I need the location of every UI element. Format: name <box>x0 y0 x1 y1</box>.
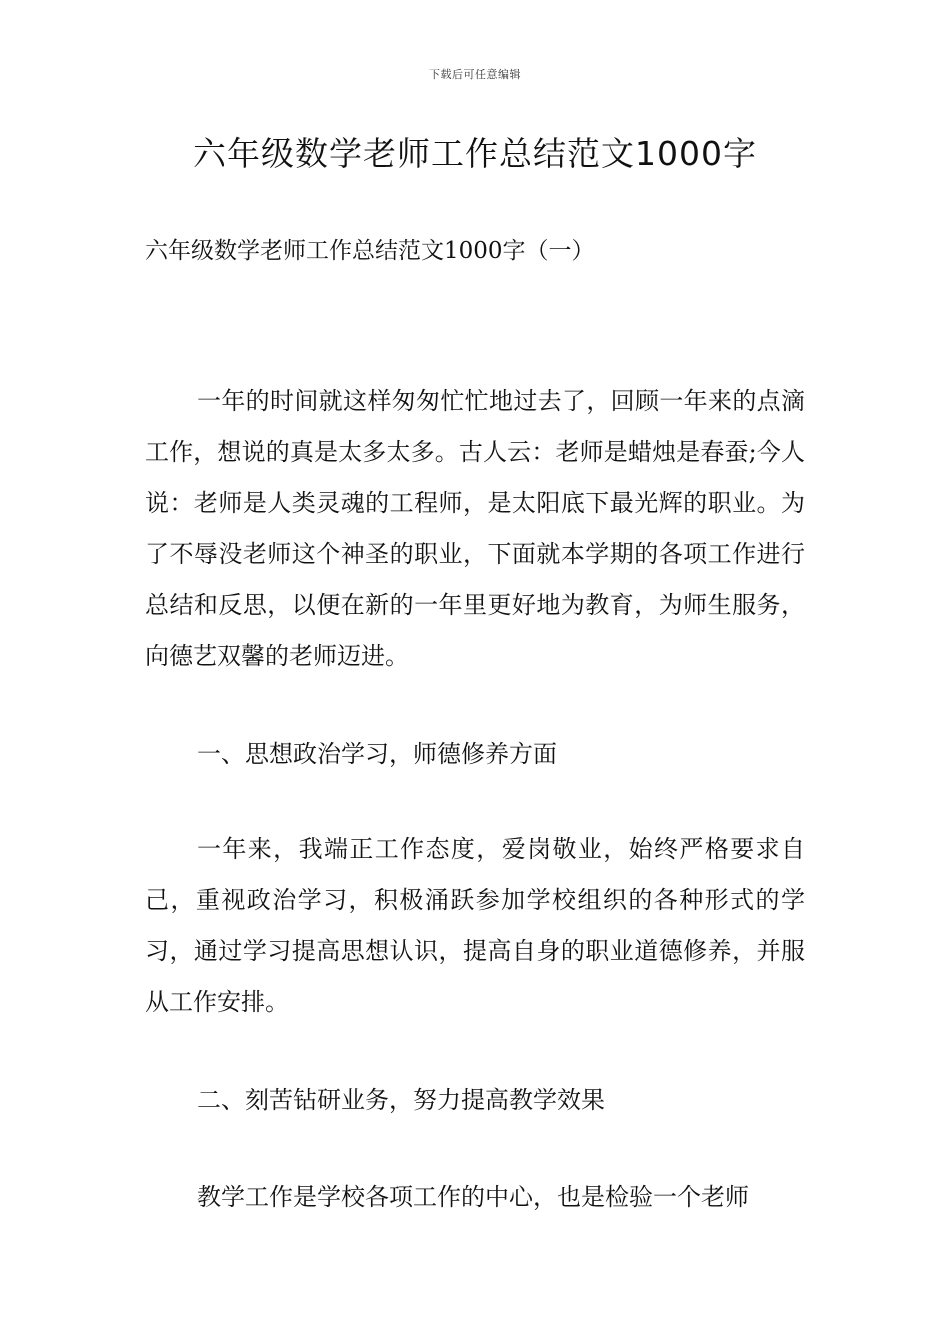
document-title: 六年级数学老师工作总结范文1000字 <box>193 134 757 173</box>
paragraph-section-2: 教学工作是学校各项工作的中心，也是检验一个老师 <box>197 1183 749 1211</box>
document-subtitle: 六年级数学老师工作总结范文1000字（一） <box>145 238 595 264</box>
section-heading-1: 一、思想政治学习，师德修养方面 <box>197 740 557 768</box>
section-heading-2: 二、刻苦钻研业务，努力提高教学效果 <box>197 1086 605 1114</box>
paragraph-section-1: 一年来，我端正工作态度，爱岗敬业，始终严格要求自己，重视政治学习，积极涌跃参加学校组织的各种形式的学习，通过学习提高思想认识，提高自身的职业道德修养，并服从工作安排。 <box>145 835 805 1016</box>
header-note: 下载后可任意编辑 <box>429 68 521 81</box>
paragraph-intro: 一年的时间就这样匆匆忙忙地过去了，回顾一年来的点滴工作，想说的真是太多太多。古人云：老师是蜡烛是春蚕;今人说：老师是人类灵魂的工程师，是太阳底下最光辉的职业。为了不辱没老师这个神圣的职业，下面就本学期的各项工作进行总结和反思，以便在新的一年里更好地为教育，为师生服务，向德艺双馨的老师迈进。 <box>145 387 805 670</box>
